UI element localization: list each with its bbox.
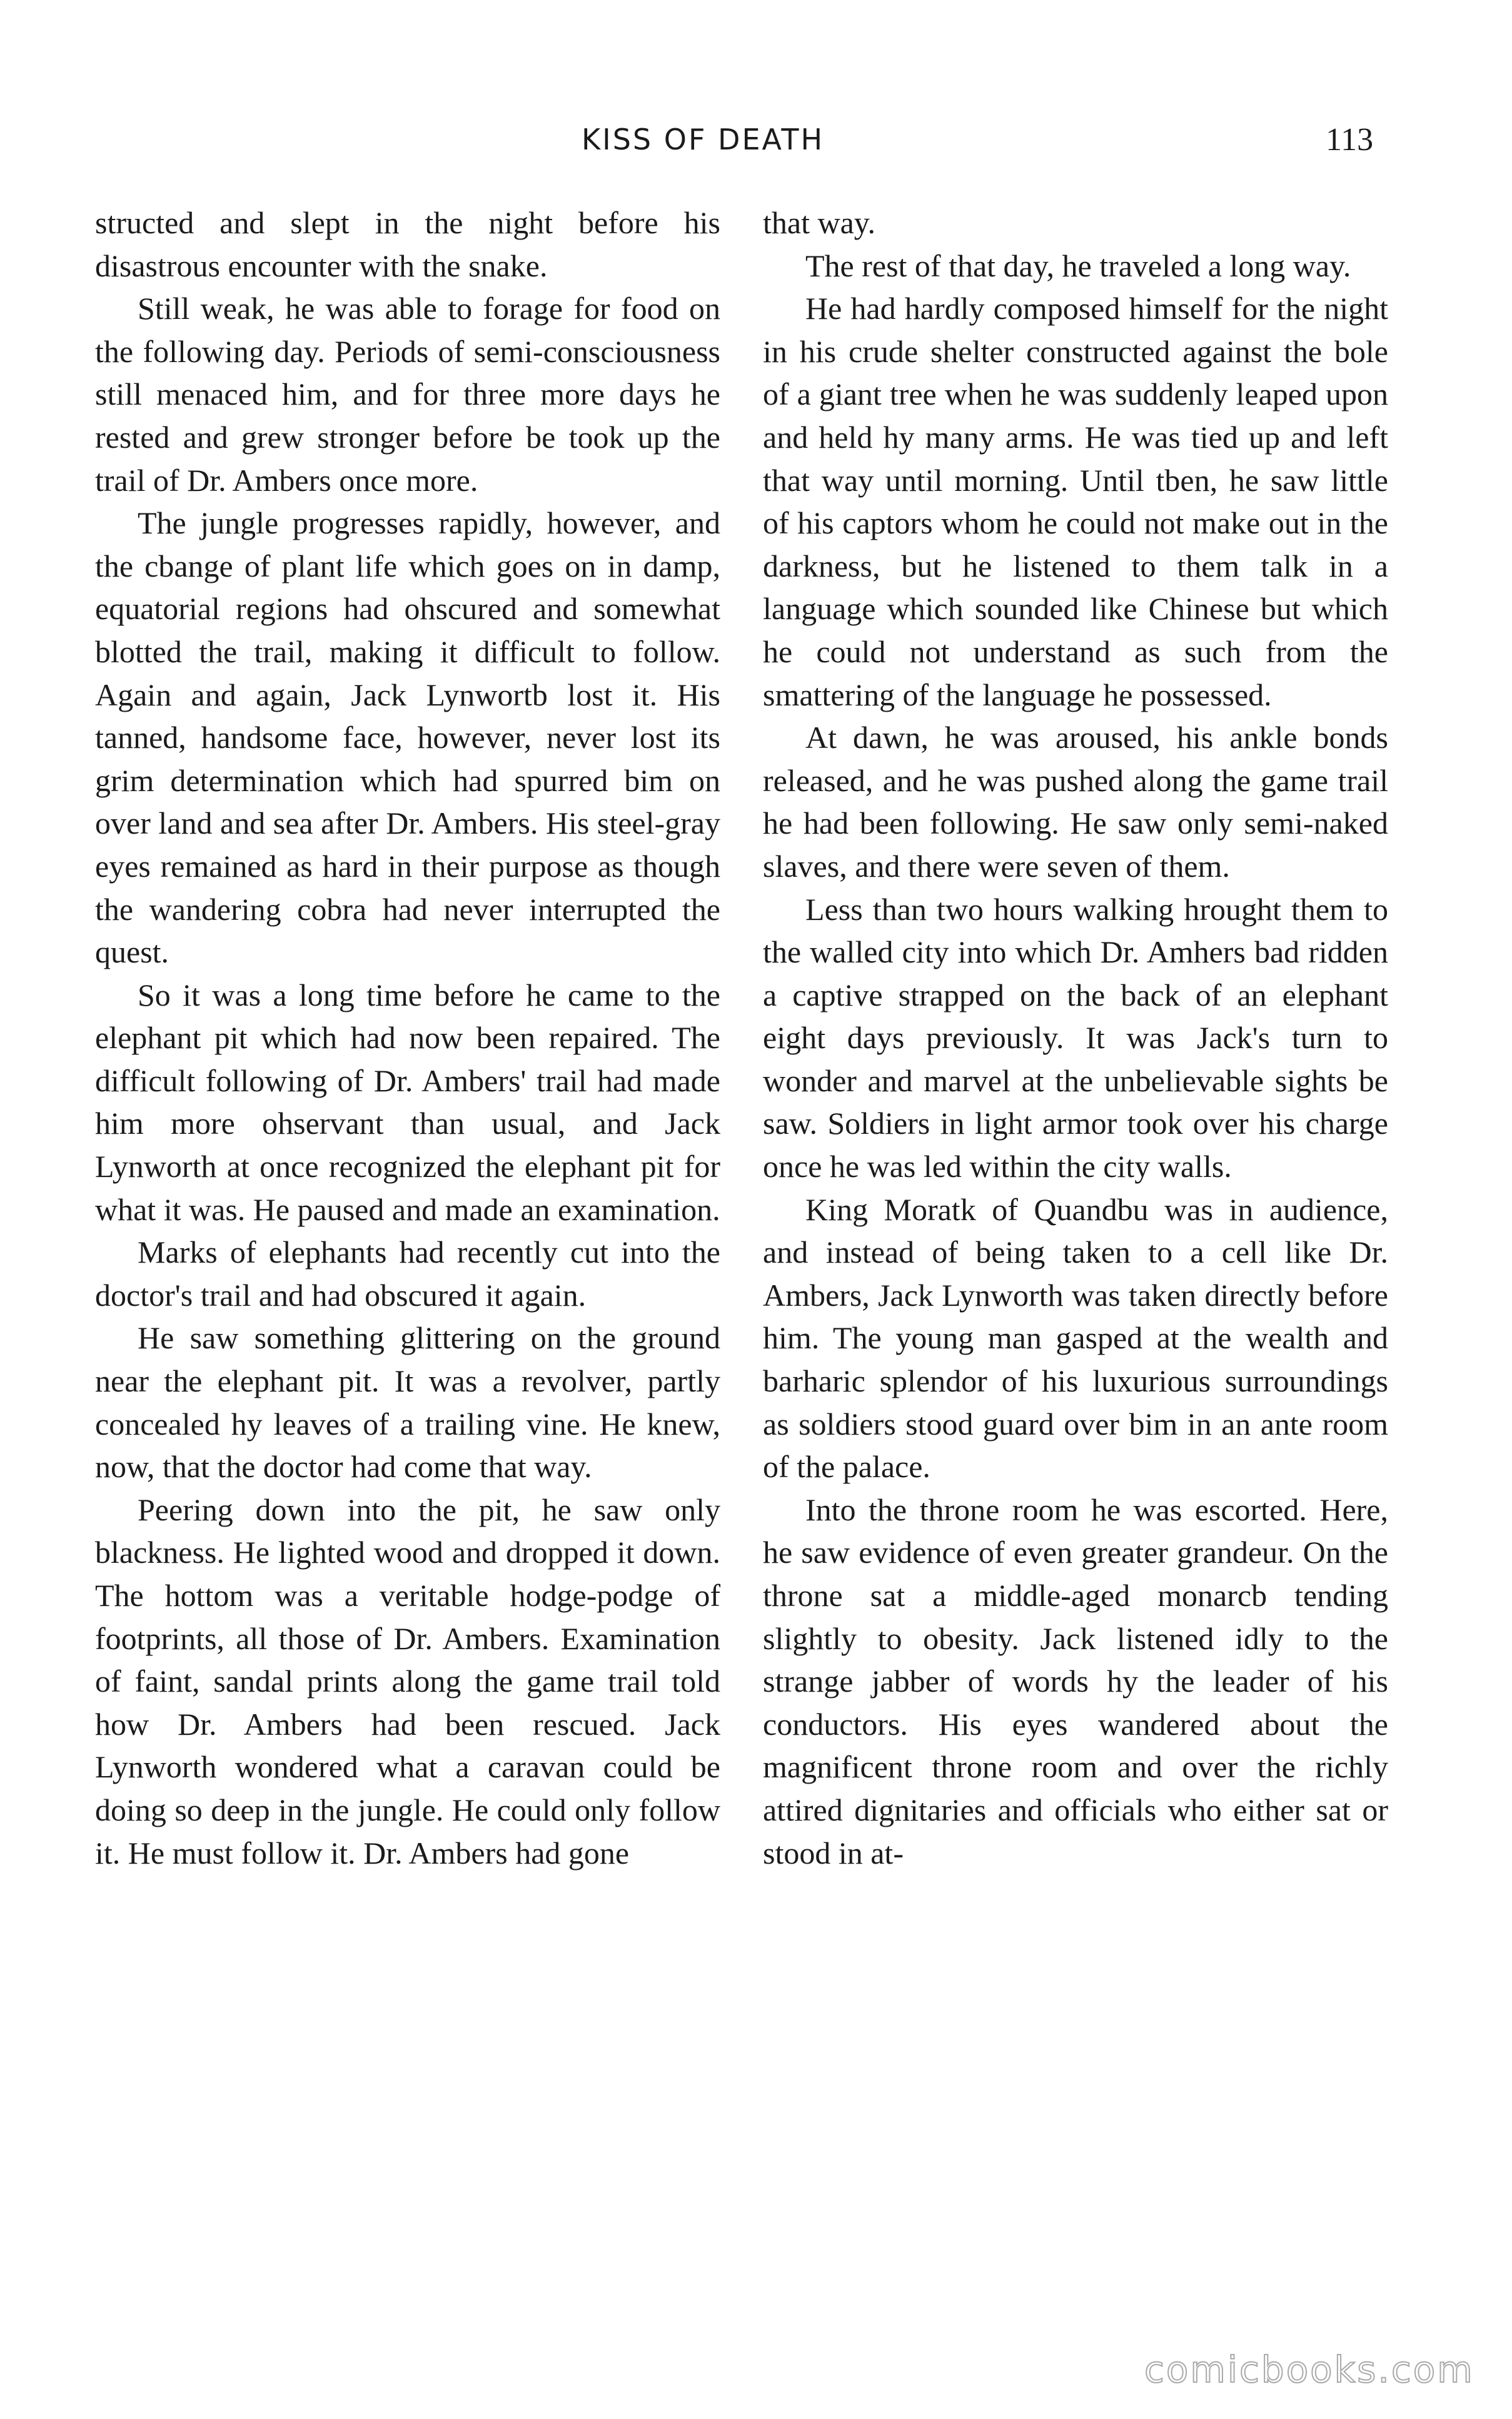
running-head-title: KISS OF DEATH [582, 123, 825, 156]
paragraph: structed and slept in the night before his disastrous encounter with the snake. [95, 205, 720, 283]
paragraph: King Moratk of Quandbu was in audience, and instead of being taken to a cell like Dr. Ambers, Jack Lynworth was taken directly before him. The young man gasped at the wealth and barharic splendor of his luxurious surroundings as soldiers stood guard over bim in an ante room of the palace. [763, 1191, 1388, 1485]
paragraph: The rest of that day, he traveled a long way. [805, 248, 1351, 283]
paragraph: Peering down into the pit, he saw only blackness. He lighted wood and dropped it down. The hottom was a veritable hodge-podge of footprints, all those of Dr. Ambers. Examination of faint, sandal prints along the game trail told how Dr. Ambers had been rescued. Jack Lynworth wondered what a caravan could be doing so deep in the jungle. He could only follow it. He must follow it. Dr. Ambers had gone [95, 1492, 720, 1871]
right-column [763, 201, 1388, 1874]
paragraph: The jungle progresses rapidly, however, and the cbange of plant life which goes on in damp, equatorial regions had ohscured and somewhat blotted the trail, making it difficult to follow. Again and again, Jack Lynwortb lost it. His tanned, handsome face, however, never lost its grim determination which had spurred bim on over land and sea after Dr. Ambers. His steel-gray eyes remained as hard in their purpose as though the wandering cobra had never interrupted the quest. [95, 505, 720, 970]
paragraph: Into the throne room he was escorted. Here, he saw evidence of even greater grandeur. On the throne sat a middle-aged monarcb tending slightly to obesity. Jack listened idly to the strange jabber of words hy the leader of his conductors. His eyes wandered about the magnificent throne room and over the richly attired dignitaries and officials who either sat or stood in at- [763, 1492, 1388, 1871]
page-number: 113 [1326, 122, 1374, 158]
left-column [95, 201, 720, 1874]
paragraph: So it was a long time before he came to the elephant pit which had now been repaired. The difficult following of Dr. Ambers' trail had made him more ohservant than usual, and Jack Lynworth at once recognized the elephant pit for what it was. He paused and made an examination. [95, 977, 720, 1227]
paragraph: At dawn, he was aroused, his ankle bonds released, and he was pushed along the game trail he had been following. He saw only semi-naked slaves, and there were seven of them. [763, 720, 1388, 884]
paragraph: He saw something glittering on the ground near the elephant pit. It was a revolver, partly concealed hy leaves of a trailing vine. He knew, now, that the doctor had come that way. [95, 1320, 720, 1485]
watermark: comicbooks.com [1144, 2348, 1474, 2391]
paragraph: that way. [763, 205, 876, 240]
paragraph: He had hardly composed himself for the night in his crude shelter constructed against the bole of a giant tree when he was suddenly leaped upon and held hy many arms. He was tied up and left that way until morning. Until tben, he saw little of his captors whom he could not make out in the darkness, but he listened to them talk in a language which sounded like Chinese but which he could not understand as such from the smattering of the language he possessed. [763, 291, 1388, 712]
paragraph: Less than two hours walking hrought them to the walled city into which Dr. Amhers bad ridden a captive strapped on the back of an elephant eight days previously. It was Jack's turn to wonder and marvel at the unbelievable sights be saw. Soldiers in light armor took over his charge once he was led within the city walls. [763, 891, 1388, 1184]
paragraph: Still weak, he was able to forage for food on the following day. Periods of semi-consciousness still menaced him, and for three more days he rested and grew stronger before be took up the trail of Dr. Ambers once more. [95, 291, 720, 498]
paragraph: Marks of elephants had recently cut into the doctor's trail and had obscured it again. [95, 1235, 720, 1313]
